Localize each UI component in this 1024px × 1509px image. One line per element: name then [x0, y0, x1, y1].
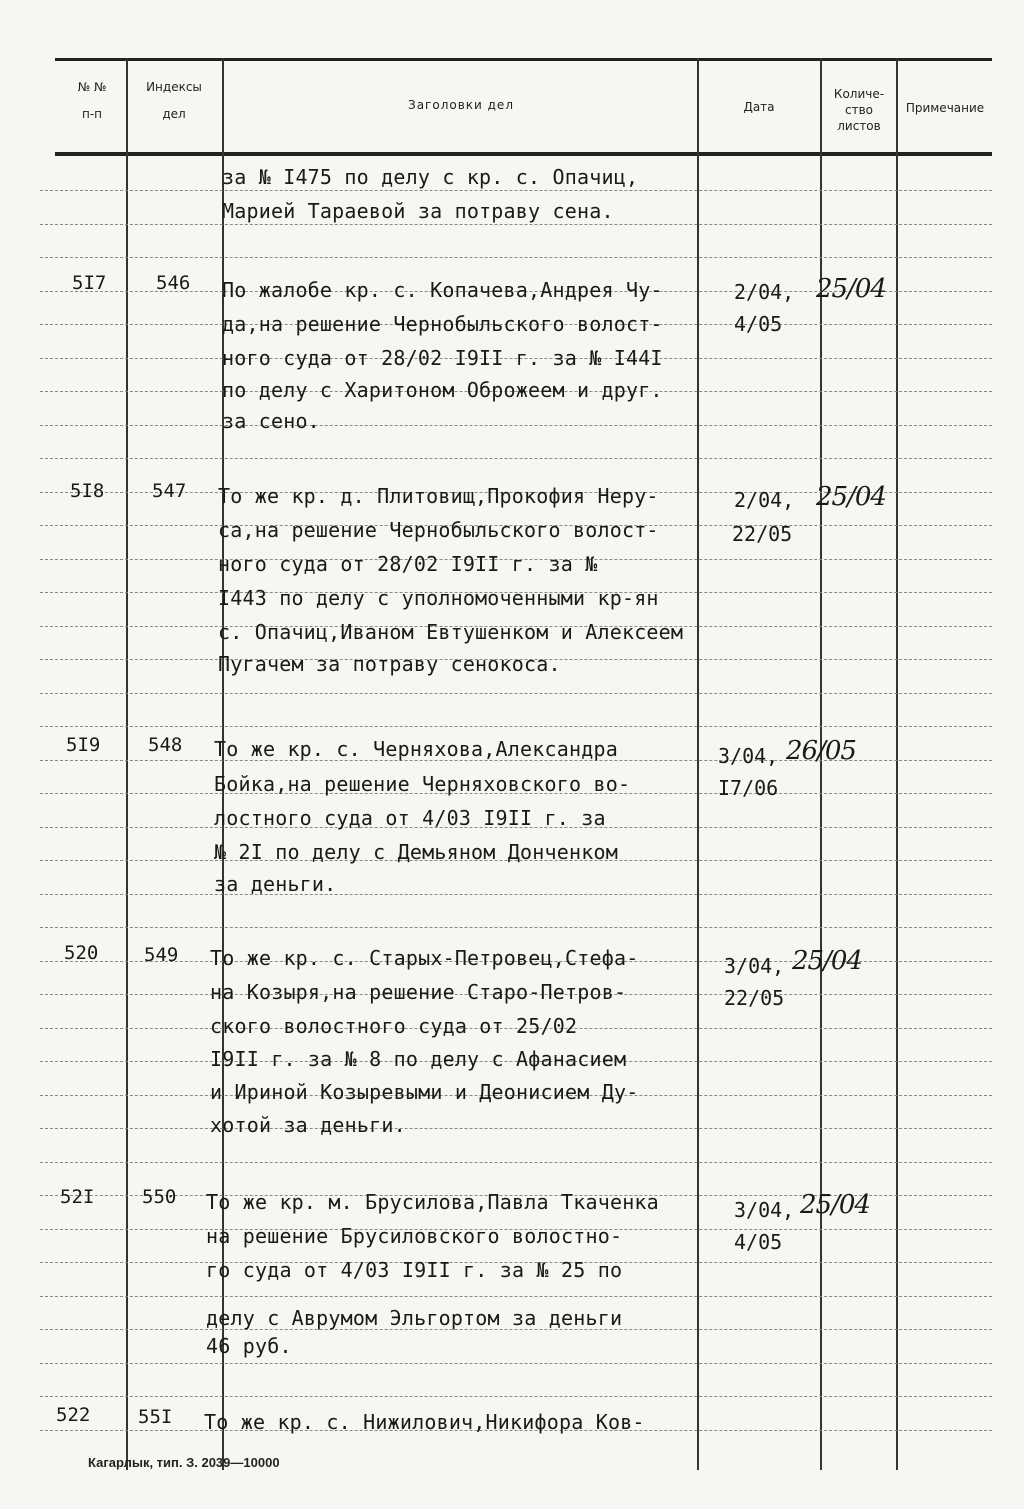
entry-title-line: делу с Аврумом Эльгортом за деньги	[206, 1306, 623, 1330]
entry-date-start: 3/04,	[718, 744, 779, 768]
entry-title-line: и Ириной Козыревыми и Деонисием Ду-	[210, 1080, 639, 1104]
entry-sheets-handwritten: 25/04	[792, 946, 862, 976]
entry-title-line: То же кр. м. Брусилова,Павла Ткаченка	[206, 1190, 659, 1214]
header-top-rule	[55, 58, 992, 61]
entry-title-line: за сено.	[222, 409, 320, 433]
header-num	[58, 80, 126, 122]
entry-title-line: ного суда от 28/02 I9II г. за №	[218, 552, 598, 576]
header-title: Заголовки дел	[408, 98, 514, 112]
entry-index: 548	[148, 734, 183, 756]
entry-date-start: 2/04,	[734, 280, 795, 304]
entry-title-line: да,на решение Чернобыльского волост-	[222, 312, 663, 336]
entry-title-line: по делу с Харитоном Оброжеем и друг.	[222, 378, 663, 402]
entry-date-end: 4/05	[734, 312, 783, 336]
entry-title-line: ного суда от 28/02 I9II г. за № I44I	[222, 346, 663, 370]
ruled-line	[40, 257, 992, 258]
entry-title-line: То же кр. д. Плитовищ,Прокофия Неру-	[218, 484, 659, 508]
header-count-line1: Количе-	[833, 87, 885, 101]
entry-title-line: с. Опачиц,Иваном Евтушенком и Алексеем	[218, 620, 684, 644]
header-index	[130, 80, 218, 122]
continuation-line-1: за № I475 по делу с кр. с. Опачиц,	[222, 165, 639, 189]
ruled-line	[40, 425, 992, 426]
ruled-line	[40, 693, 992, 694]
entry-date-end: 22/05	[732, 522, 793, 546]
ruled-line	[40, 224, 992, 225]
entry-title-line: I9II г. за № 8 по делу с Афанасием	[210, 1047, 627, 1071]
column-divider-title	[697, 58, 699, 1470]
continuation-line-2: Марией Тараевой за потраву сена.	[222, 199, 614, 223]
column-divider-count	[896, 58, 898, 1470]
entry-number: 5I8	[70, 480, 105, 502]
entry-date-start: 3/04,	[724, 954, 785, 978]
entry-number: 520	[64, 942, 99, 964]
header-bottom-rule	[55, 152, 992, 156]
entry-sheets-handwritten: 26/05	[786, 736, 856, 766]
entry-date-start: 3/04,	[734, 1198, 795, 1222]
entry-title-line: на решение Брусиловского волостно-	[206, 1224, 623, 1248]
ruled-line	[40, 1363, 992, 1364]
ruled-line	[40, 1128, 992, 1129]
header-index-line1: Индексы	[146, 80, 202, 94]
entry-title-line: ского волостного суда от 25/02	[210, 1014, 578, 1038]
entry-date-end: 4/05	[734, 1230, 783, 1254]
header-num-line1: № №	[77, 80, 107, 94]
entry-date-end: 22/05	[724, 986, 785, 1010]
entry-index: 546	[156, 272, 191, 294]
entry-title-line: То же кр. с. Черняхова,Александра	[214, 737, 618, 761]
ruled-line	[40, 1162, 992, 1163]
entry-number: 52I	[60, 1186, 95, 1208]
entry-index: 547	[152, 480, 187, 502]
entry-title-line: на Козыря,на решение Старо-Петров-	[210, 980, 627, 1004]
header-index-line2: дел	[162, 107, 186, 121]
entry-number: 5I9	[66, 734, 101, 756]
ruled-line	[40, 1396, 992, 1397]
entry-number: 522	[56, 1404, 91, 1426]
entry-title-line: за деньги.	[214, 872, 337, 896]
column-divider-num	[126, 58, 128, 1470]
entry-title-line: го суда от 4/03 I9II г. за № 25 по	[206, 1258, 623, 1282]
entry-title-line: № 2I по делу с Демьяном Донченком	[214, 840, 618, 864]
entry-title-line: По жалобе кр. с. Копачева,Андрея Чу-	[222, 278, 663, 302]
entry-sheets-handwritten: 25/04	[800, 1190, 870, 1220]
header-note: Примечание	[905, 101, 985, 115]
ruled-line	[40, 726, 992, 727]
entry-title-line: То же кр. с. Старых-Петровец,Стефа-	[210, 946, 639, 970]
ruled-line	[40, 190, 992, 191]
entry-index: 549	[144, 944, 179, 966]
entry-index: 55I	[138, 1406, 173, 1428]
entry-title-line: Пугачем за потраву сенокоса.	[218, 652, 561, 676]
entry-title-line: I443 по делу с уполномоченными кр-ян	[218, 586, 659, 610]
entry-title-line: хотой за деньги.	[210, 1113, 406, 1137]
ruled-line	[40, 927, 992, 928]
ruled-line	[40, 1296, 992, 1297]
header-count-line2: ство	[844, 103, 873, 117]
entry-sheets-handwritten: 25/04	[816, 482, 886, 512]
ruled-line	[40, 458, 992, 459]
entry-title-line: лостного суда от 4/03 I9II г. за	[214, 806, 606, 830]
entry-title-line: Бойка,на решение Черняховского во-	[214, 772, 631, 796]
entry-title-line: То же кр. с. Нижилович,Никифора Ков-	[204, 1410, 645, 1434]
entry-title-line: са,на решение Чернобыльского волост-	[218, 518, 659, 542]
printer-imprint: Кагарлык, тип. З. 2039—10000	[88, 1455, 280, 1470]
entry-title-line: 46 руб.	[206, 1334, 292, 1358]
header-count	[822, 86, 896, 134]
entry-date-start: 2/04,	[734, 488, 795, 512]
header-date: Дата	[743, 100, 775, 114]
entry-number: 5I7	[72, 272, 107, 294]
header-count-line3: листов	[837, 119, 881, 133]
entry-index: 550	[142, 1186, 177, 1208]
ruled-line	[40, 894, 992, 895]
entry-date-end: I7/06	[718, 776, 779, 800]
header-num-line2: п-п	[81, 107, 103, 121]
entry-sheets-handwritten: 25/04	[816, 274, 886, 304]
